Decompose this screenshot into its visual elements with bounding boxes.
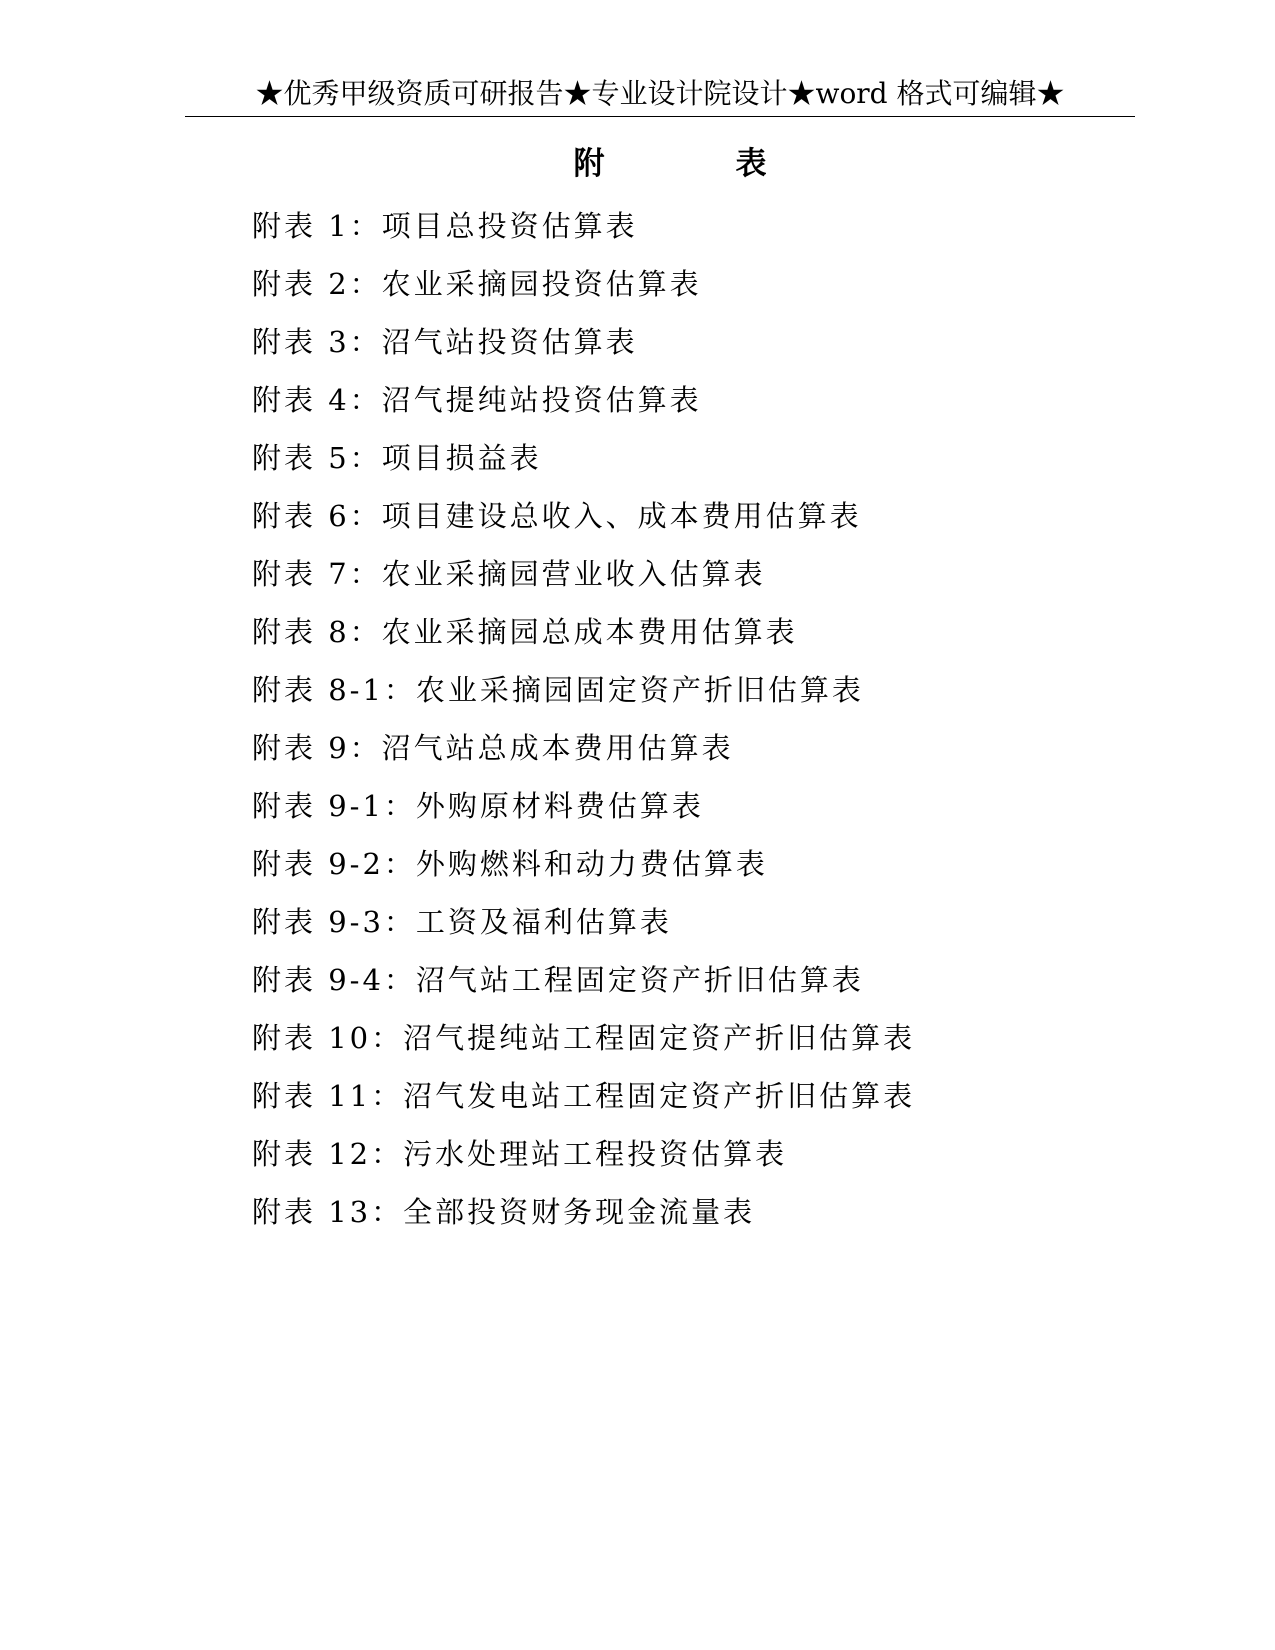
appendix-item: 附表 12：污水处理站工程投资估算表	[252, 1137, 788, 1171]
header-divider	[185, 116, 1135, 117]
appendix-item: 附表 6：项目建设总收入、成本费用估算表	[252, 499, 862, 533]
appendix-item: 附表 8-1：农业采摘园固定资产折旧估算表	[252, 673, 864, 707]
appendix-item: 附表 8：农业采摘园总成本费用估算表	[252, 615, 798, 649]
page-title: 附 表	[573, 146, 817, 182]
appendix-item: 附表 4：沼气提纯站投资估算表	[252, 383, 702, 417]
appendix-item: 附表 1：项目总投资估算表	[252, 209, 638, 243]
appendix-item: 附表 10：沼气提纯站工程固定资产折旧估算表	[252, 1021, 916, 1055]
appendix-item: 附表 7：农业采摘园营业收入估算表	[252, 557, 766, 591]
appendix-item: 附表 3：沼气站投资估算表	[252, 325, 638, 359]
appendix-item: 附表 9：沼气站总成本费用估算表	[252, 731, 734, 765]
appendix-item: 附表 9-2：外购燃料和动力费估算表	[252, 847, 768, 881]
appendix-item: 附表 13：全部投资财务现金流量表	[252, 1195, 756, 1229]
page-header: ★优秀甲级资质可研报告★专业设计院设计★word 格式可编辑★	[255, 77, 1065, 110]
appendix-item: 附表 11：沼气发电站工程固定资产折旧估算表	[252, 1079, 916, 1113]
appendix-item: 附表 9-4：沼气站工程固定资产折旧估算表	[252, 963, 864, 997]
appendix-item: 附表 2：农业采摘园投资估算表	[252, 267, 702, 301]
appendix-item: 附表 9-1：外购原材料费估算表	[252, 789, 704, 823]
appendix-table-list	[252, 204, 915, 1248]
appendix-item: 附表 5：项目损益表	[252, 441, 542, 475]
appendix-item: 附表 9-3：工资及福利估算表	[252, 905, 672, 939]
